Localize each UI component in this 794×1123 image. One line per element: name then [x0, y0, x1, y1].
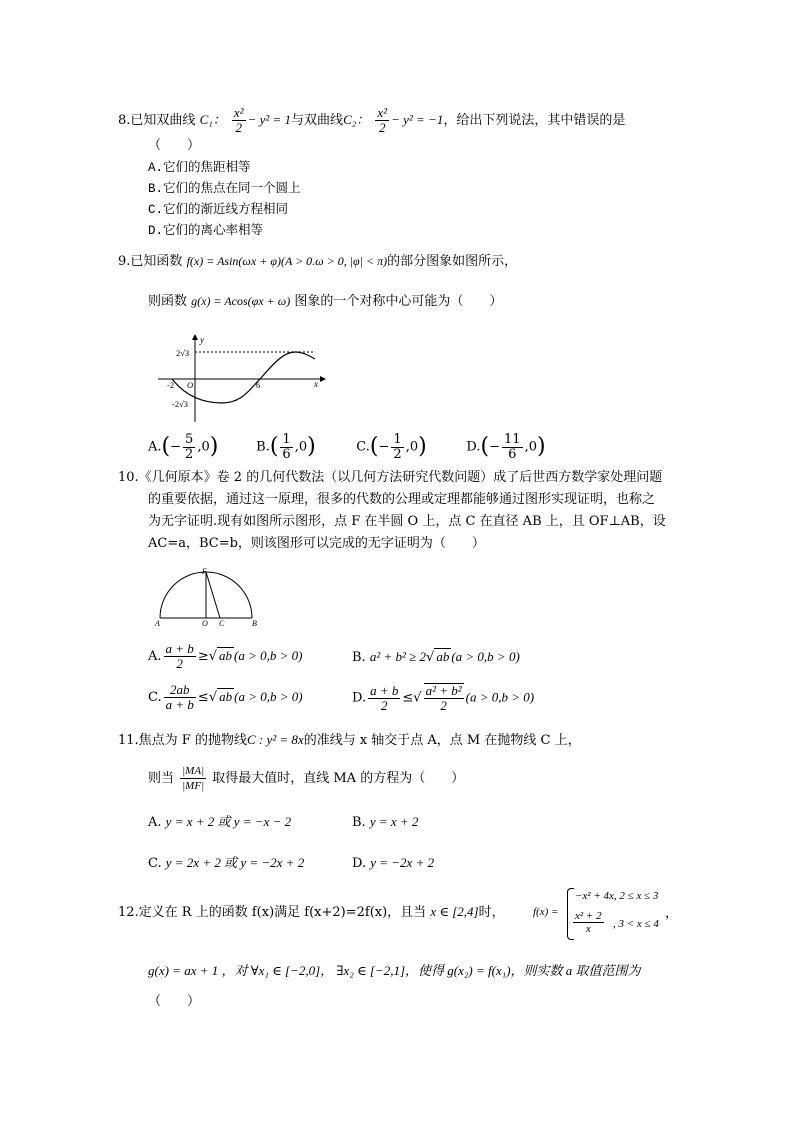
sine-graph [150, 334, 330, 424]
neg-two-label: -2 [167, 380, 175, 390]
q11-stem [118, 731, 581, 750]
q11-option-d: D. y = −2x + 2 [352, 855, 435, 871]
semicircle-figure [152, 566, 262, 626]
q12-text: 12.定义在 R 上的函数 f(x)满足 f(x+2)=2f(x)，且当 [118, 905, 427, 920]
question-number: 9. [118, 254, 131, 269]
q8-text: 已知双曲线 [130, 113, 196, 128]
q8-text: ，给出下列说法，其中错误的是 [443, 113, 626, 128]
q8-stem [118, 106, 625, 135]
q11-option-b: B. y = x + 2 [352, 814, 419, 830]
point-b-label: B [252, 619, 257, 626]
q8-option-c: C.它们的渐近线方程相同 [148, 203, 289, 217]
x-axis-arrow [320, 376, 326, 382]
q9-text: 则函数 [148, 294, 188, 309]
q12-text: 时， [478, 905, 505, 920]
point-a-label: A [155, 619, 160, 626]
q10-line-4: AC=a，BC=b，则该图形可以完成的无字证明为（ ） [148, 536, 485, 551]
q11-option-c: C. y = 2x + 2 或 y = −2x + 2 [148, 855, 305, 871]
f-expression: f(x) = Asin(ωx + φ)(A > 0.ω > 0, |φ| < π) [186, 254, 388, 268]
q9-options [148, 432, 546, 463]
q11-text: 11.焦点为 F 的抛物线 [118, 733, 247, 748]
q8-option-b: B.它们的焦点在同一个圆上 [148, 182, 301, 196]
x-axis-label: x [314, 379, 318, 389]
y-axis-arrow [192, 334, 198, 340]
parabola-equation: C : y² = 8x [246, 732, 304, 747]
q10-line-2: 的重要依据，通过这一原理，很多的代数的公理或定理都能够通过图形实现证明，也称之 [148, 492, 656, 507]
g-expression: g(x) = Acos(φx + ω) [191, 294, 291, 308]
q10-line-1: 10.《几何原本》卷 2 的几何代数法（以几何方法研究代数问题）成了后世西方数学家处理问题 [118, 470, 663, 485]
q9-text: 已知函数 [130, 254, 183, 269]
c2-label: C₂： [343, 112, 370, 127]
point-c-label: C [219, 619, 225, 626]
q9-option-c: C.(− $\frac{1}{2}$ ,0) [356, 431, 427, 462]
y-axis-label: y [200, 335, 204, 345]
c1-equation: − y² = 1 [247, 112, 292, 127]
q9-line2 [148, 292, 502, 311]
q8-text: 与双曲线 [291, 113, 344, 128]
q12-line2: g(x) = ax + 1 ，对 ∀x₁ ∈ [−2,0]， ∃x₂ ∈ [−2,1]，使得 g(x₂) = f(x₁)，则实数 a 取值范围为 [148, 963, 641, 978]
segment-fc [206, 572, 220, 618]
q10-option-c: C. $\frac{2ab}{a + b}$ ≤√ ab (a > 0,b > 0) [148, 682, 303, 712]
c2-fraction: $\frac{\text{x²}}{2}$ [377, 105, 388, 135]
domain-interval: x ∈ [2,4] [430, 904, 479, 919]
q11-line2: 则当 $\frac{|MA|}{|MF|}$ 取得最大值时，直线 MA 的方程为（ ） [148, 765, 465, 792]
point-f-label: F [202, 567, 207, 576]
q8-option-a: A.它们的焦距相等 [148, 161, 251, 175]
sine-curve [172, 352, 315, 403]
q10-option-b: B. a² + b² ≥ 2√ ab (a > 0,b > 0) [352, 649, 520, 665]
q10-option-d: D. $\frac{a + b}{2}$ ≤√ $\frac{\text{a² + b²}}{2}$ (a > 0,b > 0) [352, 682, 535, 713]
q9-text: 的部分图象如图所示， [387, 254, 518, 269]
q11-text: 的准线与 x 轴交于点 A，点 M 在抛物线 C 上， [303, 733, 581, 748]
q12-stem [118, 903, 505, 922]
c1-label: C₁： [199, 112, 226, 127]
point-o-label: O [202, 619, 208, 626]
q10-option-a: A. $\frac{a + b}{2}$ ≥√ ab (a > 0,b > 0) [148, 641, 303, 671]
origin-label: O [187, 380, 194, 390]
q9-option-b: B.( $\frac{1}{6}$ ,0) [256, 431, 316, 462]
q9-stem [118, 252, 517, 271]
max-value-label: 2√3 [176, 348, 190, 358]
q9-option-a: A.(− $\frac{5}{2}$ ,0) [148, 431, 219, 462]
q10-line-3: 为无字证明.现有如图所示图形，点 F 在半圆 O 上，点 C 在直径 AB 上，且 OF⊥AB，设 [148, 514, 666, 529]
q8-option-d: D.它们的离心率相等 [148, 224, 264, 238]
six-label: 6 [256, 380, 261, 390]
q9-text: 图象的一个对称中心可能为（ ） [294, 294, 503, 309]
c1-fraction: $\frac{\text{x²}}{2}$ [233, 105, 244, 135]
min-value-label: -2√3 [172, 399, 188, 409]
q9-option-d: D.(− $\frac{11}{6}$ ,0) [466, 431, 546, 462]
answer-paren: （ ） [148, 138, 201, 153]
ratio-fraction: $\frac{|MA|}{|MF|}$ [182, 765, 205, 792]
c2-equation: − y² = −1 [391, 112, 444, 127]
answer-paren: （ ） [148, 994, 201, 1009]
q11-option-a: A. y = x + 2 或 y = −x − 2 [148, 814, 292, 830]
question-number: 8. [118, 113, 131, 128]
